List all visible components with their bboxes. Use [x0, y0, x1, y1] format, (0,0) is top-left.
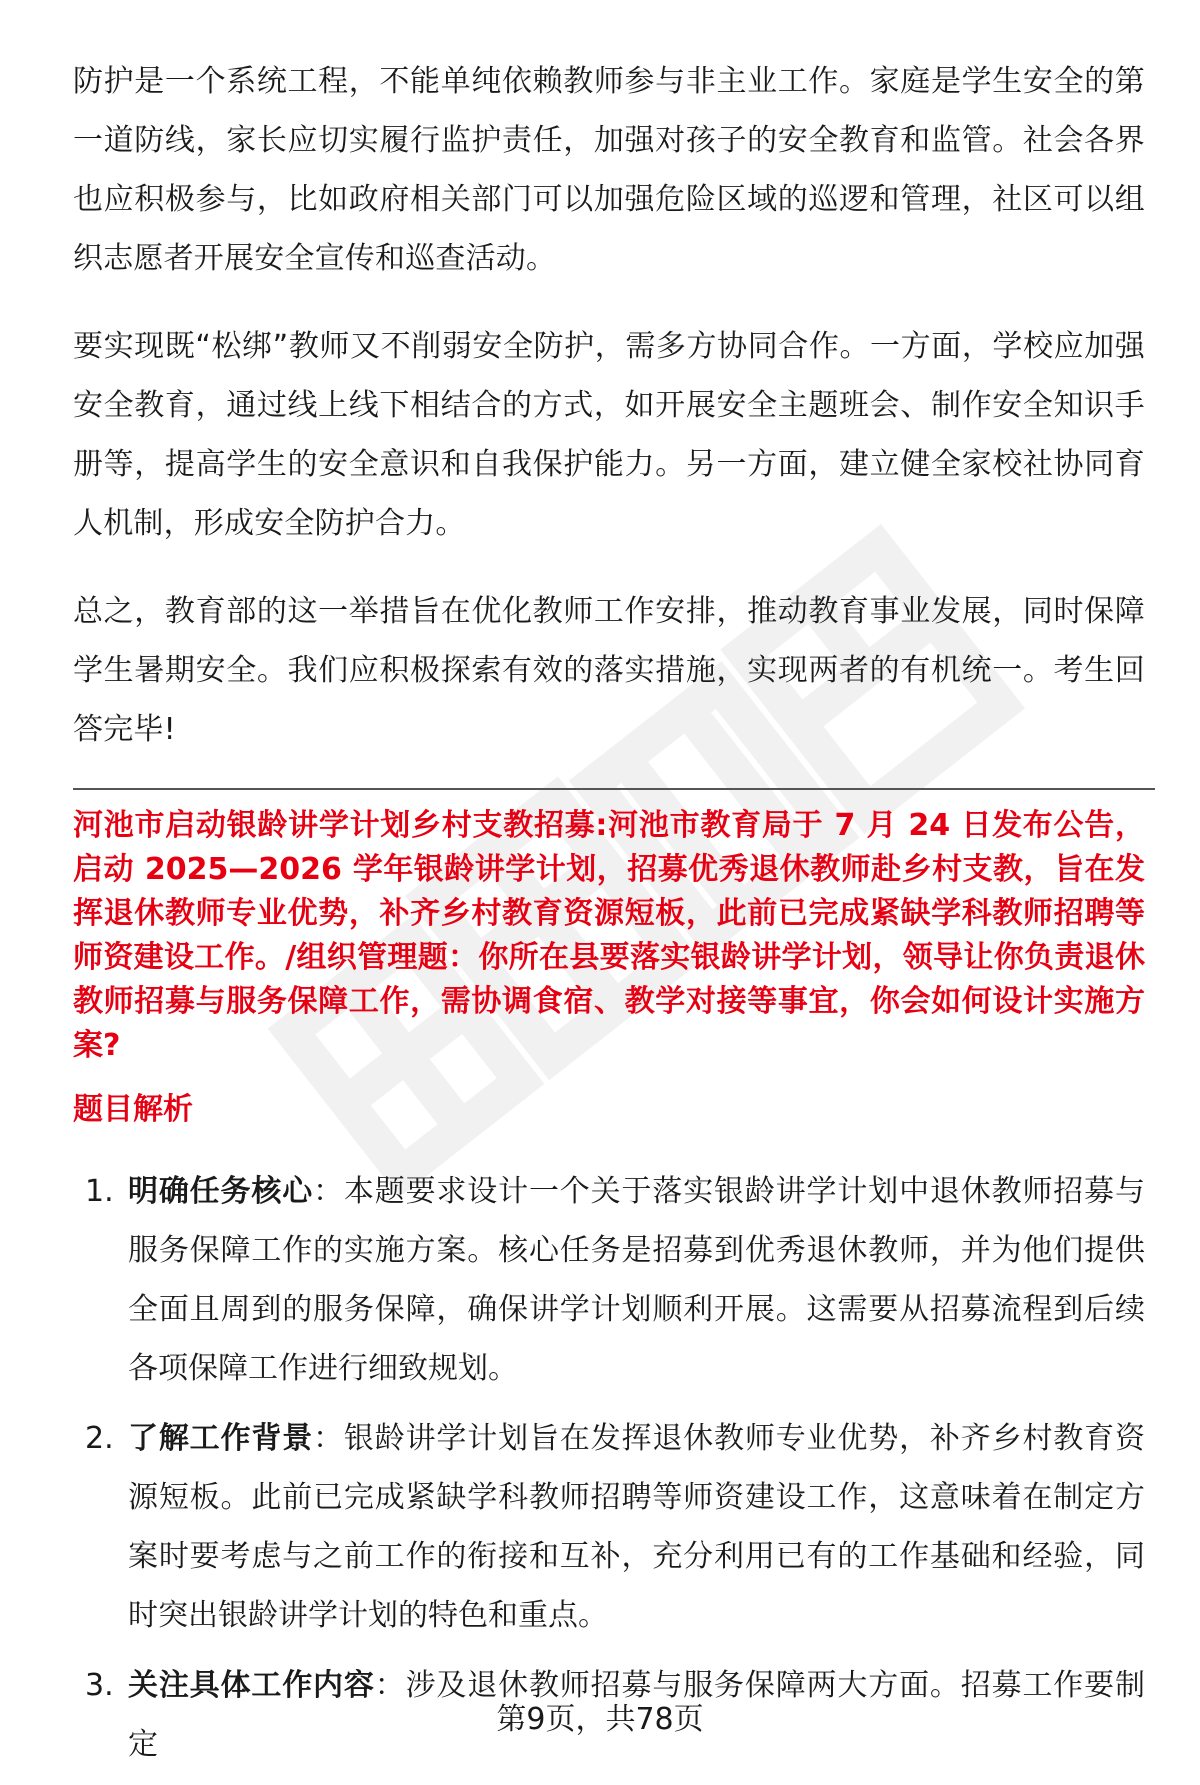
- list-item-lead: 关注具体工作内容: [128, 1668, 375, 1703]
- list-item-text: ：银龄讲学计划旨在发挥退休教师专业优势，补齐乡村教育资源短板。此前已完成紧缺学科教师招聘等师资建设工作，这意味着在制定方案时要考虑与之前工作的衔接和互补，充分利用已有的工作基础和经验，同时突出银龄讲学计划的特色和重点。: [128, 1421, 1145, 1633]
- list-item-text: ：本题要求设计一个关于落实银龄讲学计划中退休教师招募与服务保障工作的实施方案。核心任务是招募到优秀退休教师，并为他们提供全面且周到的服务保障，确保讲学计划顺利开展。这需要从招募流程到后续各项保障工作进行细致规划。: [128, 1174, 1145, 1386]
- list-item-lead: 明确任务核心: [128, 1174, 314, 1209]
- list-number: 1.: [85, 1174, 114, 1209]
- section-title: 题目解析: [73, 1092, 193, 1127]
- list-number: 2.: [85, 1421, 114, 1456]
- list-number: 3.: [85, 1668, 114, 1703]
- body-paragraph: 防护是一个系统工程，不能单纯依赖教师参与非主业工作。家庭是学生安全的第一道防线，家长应切实履行监护责任，加强对孩子的安全教育和监管。社会各界也应积极参与，比如政府相关部门可以加强危险区域的巡逻和管理，社区可以组织志愿者开展安全宣传和巡查活动。: [73, 64, 1145, 276]
- body-paragraph: 要实现既“松绑”教师又不削弱安全防护，需多方协同合作。一方面，学校应加强安全教育，通过线上线下相结合的方式，如开展安全主题班会、制作安全知识手册等，提高学生的安全意识和自我保护能力。另一方面，建立健全家校社协同育人机制，形成安全防护合力。: [73, 329, 1145, 541]
- section-divider: [73, 788, 1155, 790]
- body-paragraph: 总之，教育部的这一举措旨在优化教师工作安排，推动教育事业发展，同时保障学生暑期安全。我们应积极探索有效的落实措施，实现两者的有机统一。考生回答完毕!: [73, 594, 1145, 747]
- list-item: [73, 1409, 1145, 1645]
- content-area: [73, 52, 1145, 1785]
- question-heading: 河池市启动银龄讲学计划乡村支教招募:河池市教育局于 7 月 24 日发布公告，启动 2025—2026 学年银龄讲学计划，招募优秀退休教师赴乡村支教，旨在发挥退休教师专业优势，补齐乡村教育资源短板，此前已完成紧缺学科教师招聘等师资建设工作。/组织管理题：你所在县要落实银龄讲学计划，领导让你负责退休教师招募与服务保障工作，需协调食宿、教学对接等事宜，你会如何设计实施方案?: [73, 808, 1145, 1063]
- list-item-text: ：涉及退休教师招募与服务保障两大方面。招募工作要制定: [128, 1668, 1145, 1762]
- list-item: [73, 1162, 1145, 1398]
- list-item-lead: 了解工作背景: [128, 1421, 314, 1456]
- page-footer: 第9页，共78页: [496, 1702, 704, 1737]
- analysis-list: [73, 1162, 1145, 1774]
